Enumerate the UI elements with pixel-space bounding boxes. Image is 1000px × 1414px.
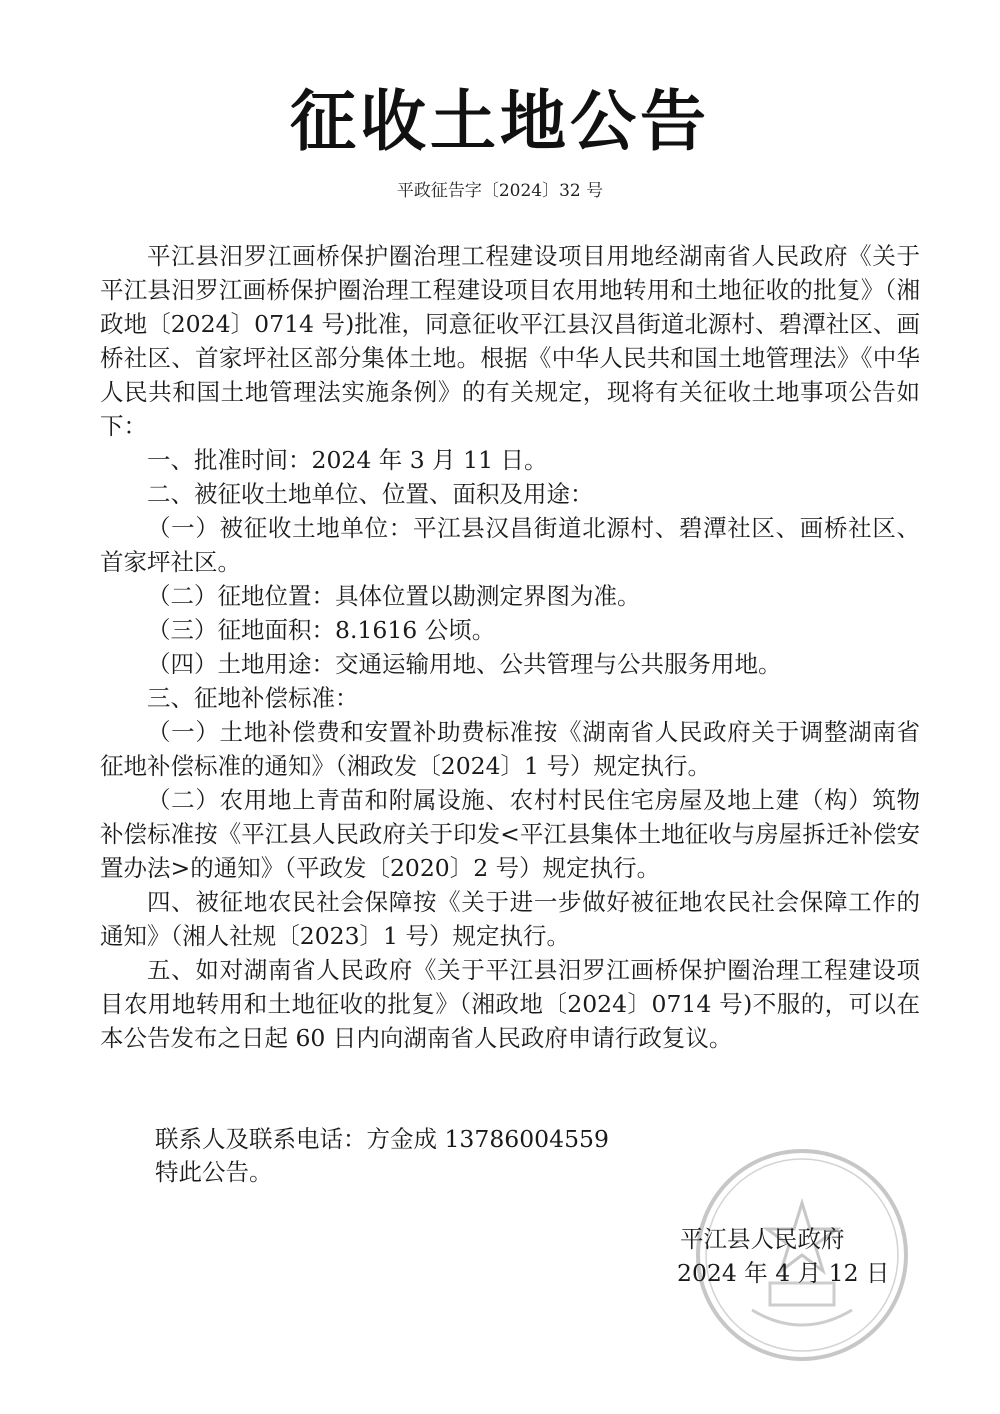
page-title: 征收土地公告 (290, 83, 710, 160)
item-social-security: 四、被征地农民社会保障按《关于进一步做好被征地农民社会保障工作的通知》（湘人社规〔2023〕1 号）规定执行。 (100, 888, 920, 950)
item-compensation-land: （一）土地补偿费和安置补助费标准按《湖南省人民政府关于调整湖南省征地补偿标准的通知》（湘政发〔2024〕1 号）规定执行。 (100, 718, 920, 780)
item-land-area: （三）征地面积：8.1616 公顷。 (147, 616, 496, 644)
notice-body (100, 239, 920, 1055)
item-land-location: （二）征地位置：具体位置以勘测定界图为准。 (147, 582, 641, 610)
item-compensation-heading: 三、征地补偿标准： (147, 684, 359, 712)
item-appeal: 五、如对湖南省人民政府《关于平江县汨罗江画桥保护圈治理工程建设项目农用地转用和土地征收的批复》（湘政地〔2024〕0714 号)不服的，可以在本公告发布之日起 60 日内向湖南省人民政府申请行政复议。 (100, 956, 920, 1052)
item-land-info-heading: 二、被征收土地单位、位置、面积及用途： (147, 480, 594, 508)
item-land-use: （四）土地用途：交通运输用地、公共管理与公共服务用地。 (147, 650, 782, 678)
closing-line: 特此公告。 (155, 1158, 273, 1186)
signature-date: 2024 年 4 月 12 日 (677, 1259, 890, 1287)
item-land-units: （一）被征收土地单位：平江县汉昌街道北源村、碧潭社区、画桥社区、首家坪社区。 (100, 514, 920, 576)
signature-organization: 平江县人民政府 (680, 1225, 845, 1253)
document-number: 平政征告字〔2024〕32 号 (396, 181, 604, 201)
item-approval-time: 一、批准时间：2024 年 3 月 11 日。 (147, 446, 548, 474)
item-compensation-crops: （二）农用地上青苗和附属设施、农村村民住宅房屋及地上建（构）筑物补偿标准按《平江县人民政府关于印发<平江县集体土地征收与房屋拆迁补偿安置办法>的通知》（平政发〔2020〕2 号）规定执行。 (100, 786, 920, 882)
intro-paragraph: 平江县汨罗江画桥保护圈治理工程建设项目用地经湖南省人民政府《关于平江县汨罗江画桥保护圈治理工程建设项目农用地转用和土地征收的批复》（湘政地〔2024〕0714 号)批准，同意征收平江县汉昌街道北源村、碧潭社区、画桥社区、首家坪社区部分集体土地。根据《中华人民共和国土地管理法》《中华人民共和国土地管理法实施条例》的有关规定，现将有关征收土地事项公告如下： (100, 242, 920, 440)
contact-line: 联系人及联系电话：方金成 13786004559 (155, 1125, 609, 1153)
